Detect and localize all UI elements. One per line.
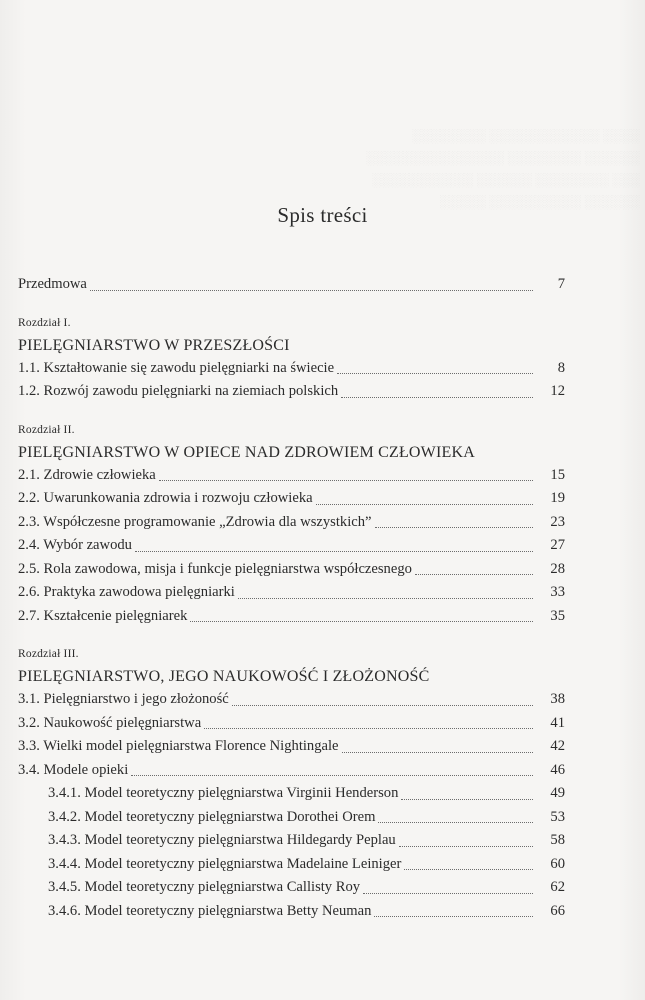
toc-entry-label: 2.6. Praktyka zawodowa pielęgniarki bbox=[18, 584, 235, 600]
dot-leader bbox=[204, 727, 533, 729]
dot-leader bbox=[135, 550, 533, 552]
toc-entry[interactable] bbox=[18, 581, 565, 605]
toc-entry-label: 3.4.6. Model teoretyczny pielęgniarstwa Betty Neuman bbox=[48, 902, 372, 919]
toc-entry-label: 2.4. Wybór zawodu bbox=[18, 537, 132, 553]
toc-entry[interactable] bbox=[18, 464, 565, 488]
toc-entry-page: 62 bbox=[550, 879, 565, 895]
chapter-section bbox=[18, 647, 565, 923]
dot-leader bbox=[374, 915, 533, 917]
chapter-title[interactable]: PIELĘGNIARSTWO W PRZESZŁOŚCI bbox=[18, 336, 290, 354]
toc-entry-label: 3.4.5. Model teoretyczny pielęgniarstwa Callisty Roy bbox=[48, 879, 361, 895]
page-title: Spis treści bbox=[277, 203, 368, 227]
toc-entry-label: 3.4.4. Model teoretyczny pielęgniarstwa Madelaine Leiniger bbox=[48, 855, 402, 872]
toc-entry-page: 28 bbox=[550, 560, 565, 577]
dot-leader bbox=[90, 289, 533, 291]
toc-entry-label: 2.1. Zdrowie człowieka bbox=[18, 466, 156, 483]
toc-entry-label: 2.5. Rola zawodowa, misja i funkcje pielęgniarstwa współczesnego bbox=[18, 560, 412, 577]
dot-leader bbox=[316, 503, 533, 505]
toc-subentry[interactable] bbox=[18, 853, 565, 877]
toc-entry-label: 2.7. Kształcenie pielęgniarek bbox=[18, 607, 188, 624]
dot-leader bbox=[190, 620, 533, 622]
toc-entry-page: 12 bbox=[550, 383, 565, 399]
bleed-through-text: ░░░░ ░░░░░░░░░░░░ ░░░░░░░░ ░░░░░░ ░░░░░░░░ ░░░░░░░░░░░░░░░ ░░░ ░░░░░░░░ ░░░░░░ ░░░░░░░░░░░ ░░░░░░ ░░░░░░░░░░ ░░░░░ bbox=[366, 128, 640, 209]
dot-leader bbox=[399, 845, 533, 847]
chapter-label: Rozdział II. bbox=[18, 423, 75, 436]
toc-entry-label: 3.4.3. Model teoretyczny pielęgniarstwa Hildegardy Peplau bbox=[48, 832, 396, 848]
toc-entry-page: 15 bbox=[550, 466, 565, 483]
dot-leader bbox=[238, 597, 533, 599]
dot-leader bbox=[363, 892, 533, 894]
toc-subentry[interactable] bbox=[18, 900, 565, 924]
toc-entry-label: 3.3. Wielki model pielęgniarstwa Florence Nightingale bbox=[18, 738, 339, 754]
toc-entry-page: 8 bbox=[557, 359, 565, 376]
toc-entry[interactable] bbox=[18, 688, 565, 712]
dot-leader bbox=[337, 372, 533, 374]
toc-entry-page: 58 bbox=[550, 832, 565, 848]
toc-entry-label: 3.4.1. Model teoretyczny pielęgniarstwa Virginii Henderson bbox=[48, 785, 399, 801]
toc-entry[interactable] bbox=[18, 558, 565, 582]
chapter-label: Rozdział III. bbox=[18, 648, 79, 660]
toc-entry[interactable] bbox=[18, 605, 565, 629]
chapter-section bbox=[18, 423, 565, 629]
toc-entry[interactable] bbox=[18, 487, 565, 511]
toc-subentry[interactable] bbox=[18, 782, 565, 806]
toc-entry-label: Przedmowa bbox=[18, 276, 87, 292]
toc-entry-page: 7 bbox=[557, 276, 565, 292]
toc-entry-page: 35 bbox=[550, 607, 565, 624]
toc-entry-page: 41 bbox=[550, 714, 565, 731]
toc-entry-label: 2.2. Uwarunkowania zdrowia i rozwoju człowieka bbox=[18, 490, 313, 506]
dot-leader bbox=[232, 704, 533, 706]
dot-leader bbox=[404, 868, 533, 870]
toc-entry[interactable] bbox=[18, 534, 565, 558]
dot-leader bbox=[375, 526, 533, 528]
toc-entry[interactable] bbox=[18, 380, 565, 404]
toc-entry-label: 3.4. Modele opieki bbox=[18, 761, 129, 778]
toc-entry[interactable] bbox=[18, 357, 565, 381]
chapter-title[interactable]: PIELĘGNIARSTWO W OPIECE NAD ZDROWIEM CZŁOWIEKA bbox=[18, 443, 475, 461]
toc-entry-page: 19 bbox=[550, 490, 565, 506]
toc-entry-page: 27 bbox=[550, 537, 565, 553]
toc-entry-label: 3.2. Naukowość pielęgniarstwa bbox=[18, 714, 202, 731]
toc-entry[interactable] bbox=[18, 735, 565, 759]
toc-entry-page: 66 bbox=[550, 902, 565, 919]
chapter-section bbox=[18, 316, 565, 404]
dot-leader bbox=[378, 821, 533, 823]
toc-entry-page: 42 bbox=[550, 738, 565, 754]
toc-subentry[interactable] bbox=[18, 829, 565, 853]
toc-entry-page: 33 bbox=[550, 584, 565, 600]
toc-subentry[interactable] bbox=[18, 806, 565, 830]
toc-entry-label: 1.2. Rozwój zawodu pielęgniarki na ziemiach polskich bbox=[18, 383, 339, 399]
dot-leader bbox=[341, 396, 533, 398]
chapter-label: Rozdział I. bbox=[18, 316, 71, 329]
toc-entry-page: 60 bbox=[550, 855, 565, 872]
chapter-title[interactable]: PIELĘGNIARSTWO, JEGO NAUKOWOŚĆ I ZŁOŻONOŚĆ bbox=[18, 668, 430, 685]
toc-entry-preface[interactable] bbox=[18, 273, 565, 297]
toc-entry-page: 49 bbox=[550, 785, 565, 801]
toc-entry-label: 3.4.2. Model teoretyczny pielęgniarstwa Dorothei Orem bbox=[48, 808, 376, 825]
toc-entry-label: 1.1. Kształtowanie się zawodu pielęgniarki na świecie bbox=[18, 359, 335, 376]
dot-leader bbox=[131, 774, 533, 776]
dot-leader bbox=[342, 751, 533, 753]
toc-entry-page: 53 bbox=[550, 808, 565, 825]
toc-entry[interactable] bbox=[18, 759, 565, 783]
dot-leader bbox=[401, 798, 533, 800]
dot-leader bbox=[415, 573, 533, 575]
toc-entry-page: 46 bbox=[550, 761, 565, 778]
toc-entry-label: 3.1. Pielęgniarstwo i jego złożoność bbox=[18, 691, 229, 707]
toc-entry[interactable] bbox=[18, 712, 565, 736]
toc-entry-page: 23 bbox=[550, 513, 565, 530]
dot-leader bbox=[159, 479, 533, 481]
table-of-contents bbox=[18, 273, 565, 923]
toc-subentry[interactable] bbox=[18, 876, 565, 900]
toc-entry[interactable] bbox=[18, 511, 565, 535]
toc-entry-page: 38 bbox=[550, 691, 565, 707]
toc-entry-label: 2.3. Współczesne programowanie „Zdrowia dla wszystkich” bbox=[18, 513, 372, 530]
